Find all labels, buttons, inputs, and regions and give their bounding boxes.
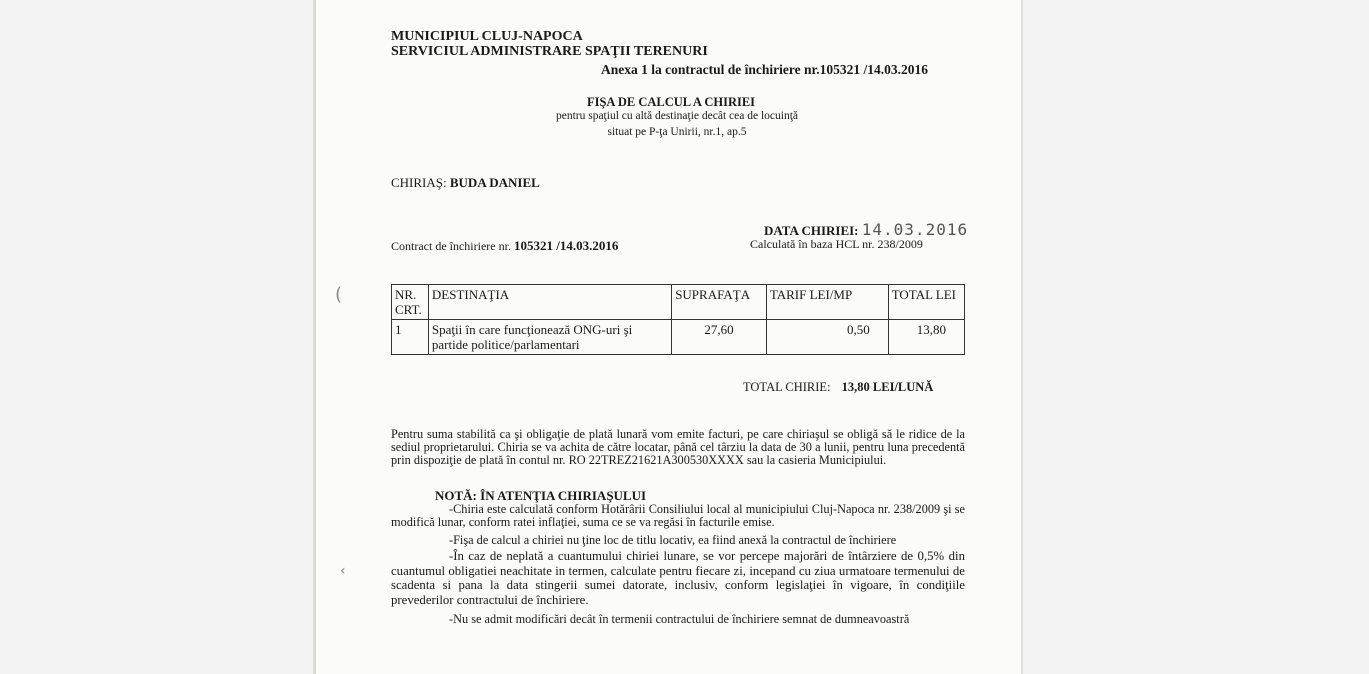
service-header: SERVICIUL ADMINISTRARE SPAŢII TERENURI (391, 44, 708, 59)
contract-label: Contract de închiriere nr. (391, 239, 511, 253)
calculation-table (391, 284, 965, 355)
header-suprafata: SUPRAFAŢA (672, 285, 767, 320)
note-paragraph-2: -Fişa de calcul a chiriei nu ţine loc de titlu locativ, ea fiind anexă la contractul de închiriere (449, 533, 897, 547)
total-rent-value: 13,80 LEI/LUNĂ (841, 380, 934, 394)
municipality-header: MUNICIPIUL CLUJ-NAPOCA (391, 29, 583, 44)
rent-date-label: DATA CHIRIEI: (764, 223, 859, 238)
note-paragraph-1: -Chiria este calculată conform Hotărârii Consiliului local al municipiului Cluj-Napoca nr. 238/2009 şi se modifică lunar, conform ratei inflaţiei, suma ce se va regăsi în facturile emise. (391, 502, 965, 530)
header-destinatia: DESTINAŢIA (428, 285, 671, 320)
cell-nr: 1 (392, 320, 429, 355)
tenant-line (391, 175, 540, 191)
note-paragraph-4: -Nu se admit modificări decât în termenii contractului de închiriere semnat de dumneavoastră (449, 612, 910, 626)
cell-suprafata: 27,60 (672, 320, 767, 355)
scan-mark: ( (335, 284, 343, 305)
header-tarif: TARIF LEI/MP (766, 285, 888, 320)
table-header-row (392, 285, 965, 320)
tenant-label: CHIRIAŞ: (391, 175, 447, 190)
document-title: FIŞA DE CALCUL A CHIRIEI (586, 95, 756, 109)
cell-total: 13,80 (888, 320, 964, 355)
cell-destinatia: Spaţii în care funcţionează ONG-uri şi partide politice/parlamentari (428, 320, 671, 355)
document-subtitle-2: situat pe P-ţa Unirii, nr.1, ap.5 (607, 126, 747, 138)
annex-reference: Anexa 1 la contractul de închiriere nr.105321 /14.03.2016 (601, 62, 928, 77)
payment-paragraph: Pentru suma stabilită ca şi obligaţie de plată lunară vom emite facturi, pe care chiriaşul se obligă să le ridice de la sediul proprietarului. Chiria se va achita de către locatar, până cel târziu la data de 30 a lunii, pentru luna precedentă prin dispoziţie de plată în contul nr. RO 22TREZ21621A300530XXXX sau la casieria Municipiului. (391, 427, 965, 468)
hcl-reference: Calculată în baza HCL nr. 238/2009 (750, 237, 923, 251)
document-subtitle-1: pentru spaţiul cu altă destinaţie decât cea de locuinţă (555, 110, 799, 122)
total-rent-label: TOTAL CHIRIE: (743, 380, 831, 394)
note-paragraph-3: -În caz de neplată a cuantumului chiriei lunare, se vor percepe majorări de întârziere de 0,5% din cuantumul obligatiei neachitate in termen, calculate pentru fiecare zi, incepand cu ziua urmatoare termenului de scadenta si pana la data stingerii sumei datorate, inclusiv, conform legislaţiei în vigoare, în condiţiile prevederilor contractului de închiriere. (391, 549, 965, 607)
header-nr: NR. CRT. (392, 285, 429, 320)
header-total: TOTAL LEI (888, 285, 964, 320)
contract-line (391, 238, 618, 254)
contract-number: 105321 /14.03.2016 (513, 238, 619, 253)
total-rent (743, 380, 933, 395)
document-page (313, 0, 1023, 674)
table-row (392, 320, 965, 355)
note-heading: NOTĂ: ÎN ATENŢIA CHIRIAŞULUI (435, 488, 647, 503)
scan-mark: ‹ (340, 563, 346, 579)
rent-date-handwritten: 14.03.2016 (861, 220, 969, 239)
cell-tarif: 0,50 (766, 320, 888, 355)
tenant-name: BUDA DANIEL (449, 175, 540, 190)
